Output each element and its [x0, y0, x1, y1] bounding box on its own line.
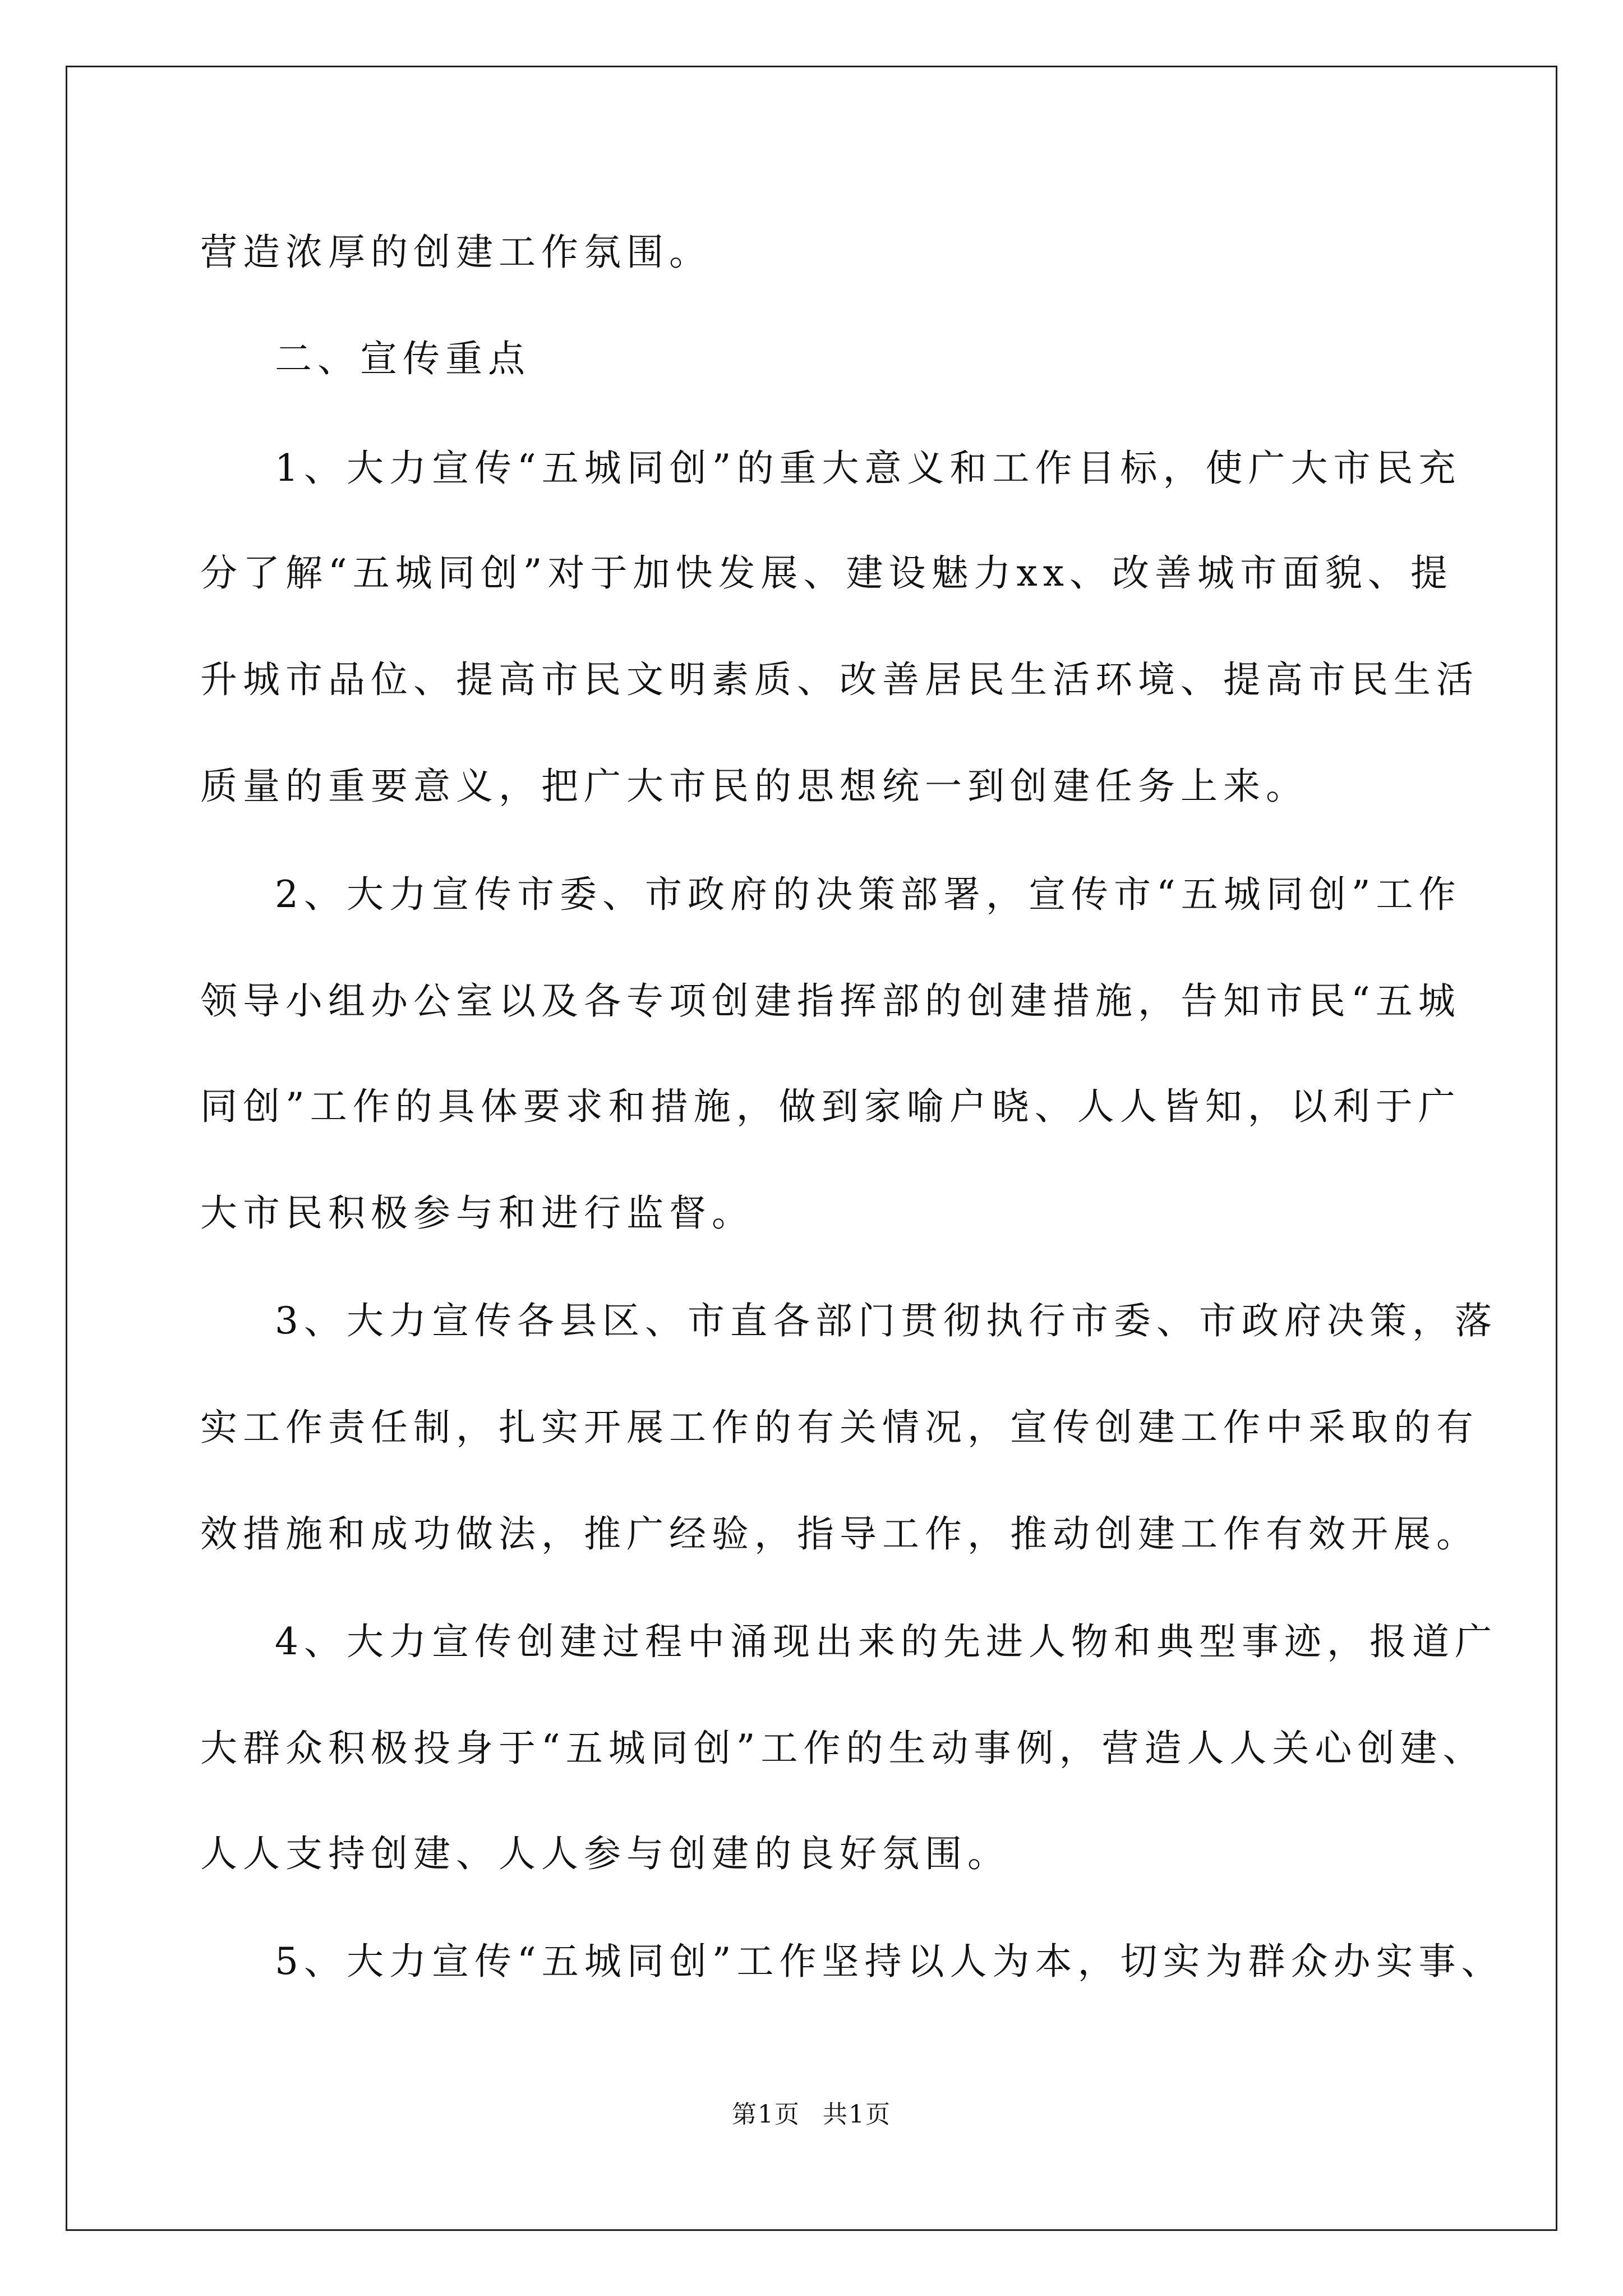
text-line: 5、大力宣传“五城同创”工作坚持以人为本，切实为群众办实事、: [275, 1940, 1504, 1983]
page-footer: [0, 2099, 1623, 2131]
text-line: 1、大力宣传“五城同创”的重大意义和工作目标，使广大市民充: [275, 447, 1461, 490]
text-line: 分了解“五城同创”对于加快发展、建设魅力xx、改善城市面貌、提: [200, 551, 1453, 595]
text-line: 质量的重要意义，把广大市民的思想统一到创建任务上来。: [200, 765, 1308, 808]
text-line: 3、大力宣传各县区、市直各部门贯彻执行市委、市政府决策，落: [275, 1299, 1497, 1342]
text-line: 4、大力宣传创建过程中涌现出来的先进人物和典型事迹，报道广: [275, 1620, 1497, 1663]
text-line: 2、大力宣传市委、市政府的决策部署，宣传市“五城同创”工作: [275, 873, 1461, 916]
page-total: 共1页: [823, 2100, 891, 2129]
page-number: 第1页: [732, 2100, 800, 2129]
text-line: 同创”工作的具体要求和措施，做到家喻户晓、人人皆知，以利于广: [200, 1085, 1461, 1128]
text-line: 大群众积极投身于“五城同创”工作的生动事例，营造人人关心创建、: [200, 1727, 1486, 1770]
text-line: 人人支持创建、人人参与创建的良好氛围。: [200, 1832, 1010, 1875]
text-line: 实工作责任制，扎实开展工作的有关情况，宣传创建工作中采取的有: [200, 1406, 1479, 1449]
text-line: 升城市品位、提高市民文明素质、改善居民生活环境、提高市民生活: [200, 658, 1479, 701]
text-line: 营造浓厚的创建工作氛围。: [200, 231, 712, 274]
text-line: 效措施和成功做法，推广经验，指导工作，推动创建工作有效开展。: [200, 1512, 1479, 1556]
text-line: 大市民积极参与和进行监督。: [200, 1191, 754, 1235]
text-line: 领导小组办公室以及各专项创建指挥部的创建措施，告知市民“五城: [200, 979, 1461, 1023]
section-heading: 二、宣传重点: [275, 337, 531, 380]
page-border: [66, 66, 1557, 2231]
